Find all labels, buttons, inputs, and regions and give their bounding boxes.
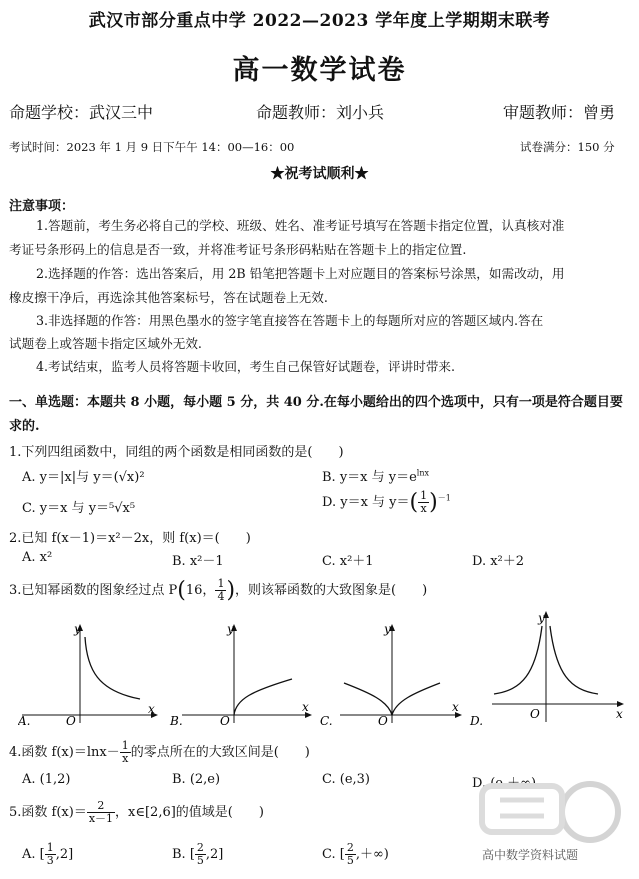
- question-4-option-c: C. (e,3): [322, 772, 370, 787]
- function-fraction: $\frac{2}{x-1}$: [88, 799, 114, 825]
- question-5-option-c: C. [ $\frac{2}{5}$ ,＋∞): [322, 841, 389, 867]
- setter-school: 命题学校：武汉三中: [9, 103, 154, 122]
- option-d-text: D. y＝x 与 y＝: [322, 495, 410, 510]
- question-4-option-d: D. (e,＋∞): [472, 776, 537, 791]
- question-4-option-b: B. (2,e): [172, 772, 221, 787]
- notice-heading: 注意事项：: [9, 199, 75, 214]
- question-5-option-a: A. [ $\frac{1}{3}$ ,2]: [22, 841, 74, 867]
- question-5-option-b: B. [ $\frac{2}{5}$ ,2]: [172, 841, 224, 867]
- notice-line: 橡皮擦干净后，再选涂其他答案标号，答在试题卷上无效.: [9, 290, 328, 305]
- question-4-stem: 4.函数 f(x)＝lnx－ $\frac{1}{x}$ 的零点所在的大致区间是( ): [9, 739, 310, 765]
- option-d-fraction: $\frac{1}{x}$: [420, 489, 428, 515]
- svg-text:C.: C.: [320, 714, 333, 727]
- question-4-option-a: A. (1,2): [22, 772, 71, 787]
- full-score: 试卷满分：150 分: [520, 140, 615, 154]
- good-luck-banner: ★祝考试顺利★: [270, 166, 369, 182]
- question-2-stem: 2.已知 f(x－1)＝x²－2x，则 f(x)＝( ): [9, 531, 251, 546]
- graph-option-d: [468, 602, 632, 727]
- svg-text:x: x: [616, 707, 623, 721]
- svg-text:O: O: [378, 714, 388, 727]
- svg-text:x: x: [302, 700, 309, 714]
- setter-teacher: 命题教师：刘小兵: [256, 103, 385, 122]
- notice-line: 3.非选择题的作答：用黑色墨水的签字笔直接答在答题卡上的每题所对应的答题区域内.答在: [36, 313, 544, 328]
- question-3-stem: 3.已知幂函数的图象经过点 P(16， $\frac{1}{4}$ )，则该幂函数的大致图象是( ): [9, 577, 428, 603]
- svg-text:x: x: [452, 700, 459, 714]
- notice-line: 4.考试结束，监考人员将答题卡收回，考生自己保管好试题卷，评讲时带来.: [36, 359, 456, 374]
- svg-text:O: O: [220, 714, 230, 727]
- svg-text:B.: B.: [170, 714, 183, 727]
- question-2-option-c: C. x²＋1: [322, 554, 374, 569]
- question-1-stem: 1.下列四组函数中，同组的两个函数是相同函数的是( ): [9, 445, 344, 460]
- option-d-exponent: －1: [437, 493, 451, 503]
- option-b-text: B. y＝x 与 y＝e: [322, 470, 417, 485]
- graph-option-a: [18, 615, 168, 727]
- svg-text:O: O: [530, 707, 540, 721]
- notice-line: 1.答题前，考生务必将自己的学校、班级、姓名、准考证号填写在答题卡指定位置，认真核对准: [36, 218, 565, 233]
- exam-subtitle: 高一数学试卷: [232, 55, 407, 86]
- svg-text:x: x: [148, 702, 155, 716]
- svg-text:y: y: [538, 611, 545, 625]
- svg-text:A.: A.: [18, 714, 31, 727]
- section-heading: 一、单选题：本题共 8 小题，每小题 5 分，共 40 分.在每小题给出的四个选项中，只有一项是符合题目要求的.: [9, 395, 623, 434]
- svg-text:y: y: [227, 622, 234, 636]
- notice-line: 试题卷上或答题卡指定区域外无效.: [9, 336, 202, 351]
- svg-text:y: y: [74, 622, 81, 636]
- graph-option-c: [318, 615, 468, 727]
- question-2-option-a: A. x²: [22, 550, 53, 565]
- option-b-exponent: lnx: [416, 468, 430, 478]
- svg-text:O: O: [66, 714, 76, 727]
- question-5-stem: 5.函数 f(x)＝ $\frac{2}{x-1}$ ，x∈[2,6]的值域是( ): [9, 799, 264, 825]
- svg-text:D.: D.: [470, 714, 484, 727]
- watermark-text: 高中数学资料试题: [482, 848, 579, 862]
- exam-title: 武汉市部分重点中学 2022—2023 学年度上学期期末联考: [88, 11, 551, 31]
- question-2-option-d: D. x²＋2: [472, 554, 525, 569]
- question-1-option-a: A. y＝|x|与 y＝(√x)²: [22, 470, 145, 485]
- watermark: [470, 770, 630, 870]
- question-1-option-c: C. y＝x 与 y＝⁵√x⁵: [22, 501, 136, 516]
- question-1-option-b: [322, 466, 429, 485]
- one-over-x-fraction: $\frac{1}{x}$: [121, 739, 129, 765]
- question-1-option-d: D. y＝x 与 y＝( $\frac{1}{x}$ )$^{-1}$: [322, 489, 451, 515]
- notice-line: 考证号条形码上的信息是否一致，并将准考证号条形码粘贴在答题卡上的指定位置.: [9, 242, 467, 257]
- reviewer-teacher: 审题教师：曾勇: [503, 103, 616, 122]
- svg-text:y: y: [384, 622, 391, 636]
- graph-option-b: [168, 615, 318, 727]
- exam-time: 考试时间：2023 年 1 月 9 日下午午 14：00—16：00: [9, 140, 295, 154]
- notice-line: 2.选择题的作答：选出答案后，用 2B 铅笔把答题卡上对应题目的答案标号涂黑，如需改动，用: [36, 266, 565, 281]
- question-2-option-b: B. x²－1: [172, 554, 224, 569]
- point-y-fraction: $\frac{1}{4}$: [217, 577, 225, 603]
